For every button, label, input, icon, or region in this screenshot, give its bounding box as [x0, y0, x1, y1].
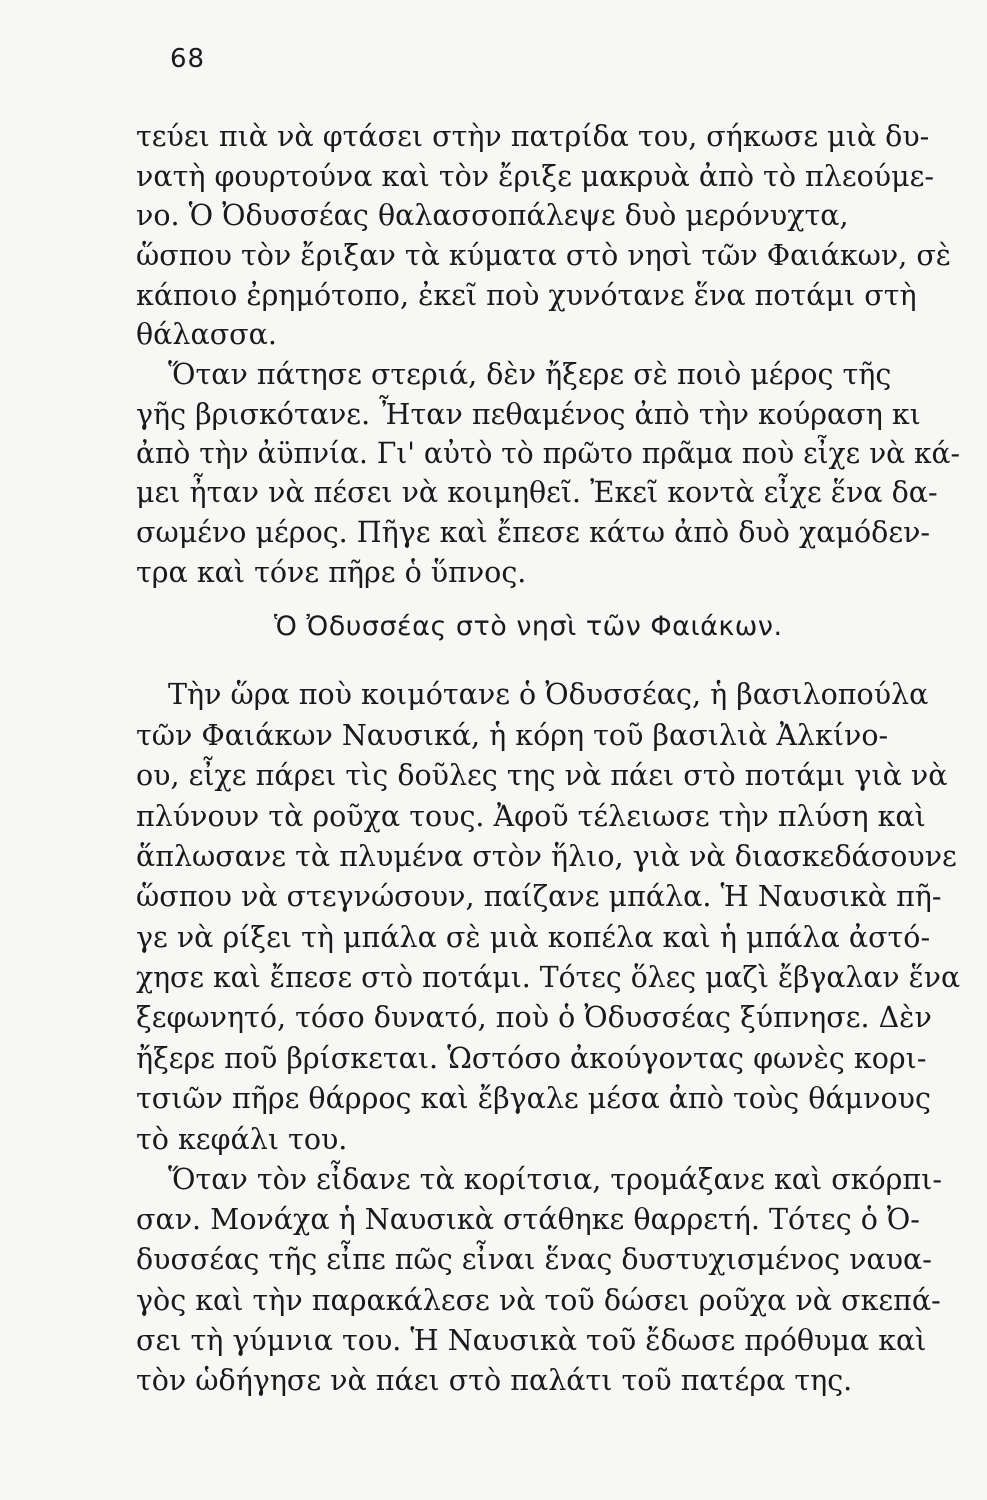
text-line: ξεφωνητό, τόσο δυνατό, ποὺ ὁ Ὀδυσσέας ξύπνησε. Δὲν	[136, 1001, 932, 1034]
text-line: τεύει πιὰ νὰ φτάσει στὴν πατρίδα του, σήκωσε μιὰ δυ-	[136, 120, 930, 153]
text-line: γὸς καὶ τὴν παρακάλεσε νὰ τοῦ δώσει ροῦχα νὰ σκεπά-	[136, 1284, 941, 1317]
text-line: τσιῶν πῆρε θάρρος καὶ ἔβγαλε μέσα ἀπὸ τοὺς θάμνους	[136, 1082, 931, 1115]
text-line: τὸν ὡδήγησε νὰ πάει στὸ παλάτι τοῦ πατέρα της.	[136, 1364, 853, 1397]
text-line: κάποιο ἐρημότοπο, ἐκεῖ ποὺ χυνότανε ἕνα ποτάμι στὴ	[136, 279, 917, 312]
text-line: χησε καὶ ἔπεσε στὸ ποτάμι. Τότες ὅλες μαζὶ ἔβγαλαν ἕνα	[136, 961, 961, 994]
section-heading: Ὁ Ὀδυσσέας στὸ νησὶ τῶν Φαιάκων.	[274, 611, 783, 642]
text-line: δυσσέας τῆς εἶπε πῶς εἶναι ἕνας δυστυχισμένος ναυα-	[136, 1243, 932, 1276]
text-line: ἅπλωσανε τὰ πλυμένα στὸν ἥλιο, γιὰ νὰ διασκεδάσουνε	[136, 840, 957, 873]
text-line: γε νὰ ρίξει τὴ μπάλα σὲ μιὰ κοπέλα καὶ ἡ μπάλα ἀστό-	[136, 921, 931, 954]
text-line: Ὅταν τὸν εἶδανε τὰ κορίτσια, τρομάξανε καὶ σκόρπι-	[168, 1163, 942, 1196]
text-line: ου, εἶχε πάρει τὶς δοῦλες της νὰ πάει στὸ ποτάμι γιὰ νὰ	[136, 759, 948, 792]
text-line: ὥσπου νὰ στεγνώσουν, παίζανε μπάλα. Ἡ Ναυσικὰ πῆ-	[136, 880, 942, 913]
text-line: τῶν Φαιάκων Ναυσικά, ἡ κόρη τοῦ βασιλιὰ Ἀλκίνο-	[136, 719, 889, 752]
text-line: νο. Ὁ Ὀδυσσέας θαλασσοπάλεψε δυὸ μερόνυχτα,	[136, 199, 849, 232]
text-line: τρα καὶ τόνε πῆρε ὁ ὕπνος.	[136, 556, 527, 589]
text-line: τὸ κεφάλι του.	[136, 1123, 348, 1156]
text-line: μει ἦταν νὰ πέσει νὰ κοιμηθεῖ. Ἐκεῖ κοντὰ εἶχε ἕνα δα-	[136, 476, 938, 509]
text-line: ἀπὸ τὴν ἀϋπνία. Γι' αὐτὸ τὸ πρῶτο πρᾶμα ποὺ εἶχε νὰ κά-	[136, 437, 960, 470]
page-number: 68	[170, 44, 206, 74]
text-line: σει τὴ γύμνια του. Ἡ Ναυσικὰ τοῦ ἔδωσε πρόθυμα καὶ	[136, 1324, 927, 1357]
text-line: πλύνουν τὰ ροῦχα τους. Ἀφοῦ τέλειωσε τὴν πλύση καὶ	[136, 800, 926, 833]
text-line: σωμένο μέρος. Πῆγε καὶ ἔπεσε κάτω ἀπὸ δυὸ χαμόδεν-	[136, 516, 931, 549]
text-line: γῆς βρισκότανε. Ἦταν πεθαμένος ἀπὸ τὴν κούραση κι	[136, 398, 921, 431]
text-line: νατὴ φουρτούνα καὶ τὸν ἔριξε μακρυὰ ἀπὸ τὸ πλεούμε-	[136, 160, 934, 193]
text-line: Τὴν ὥρα ποὺ κοιμότανε ὁ Ὀδυσσέας, ἡ βασιλοπούλα	[168, 678, 929, 711]
text-line: σαν. Μονάχα ἡ Ναυσικὰ στάθηκε θαρρετή. Τότες ὁ Ὀ-	[136, 1203, 920, 1236]
text-line: ἤξερε ποῦ βρίσκεται. Ὡστόσο ἀκούγοντας φωνὲς κορι-	[136, 1042, 927, 1075]
text-line: θάλασσα.	[136, 318, 277, 351]
text-line: Ὅταν πάτησε στεριά, δὲν ἤξερε σὲ ποιὸ μέρος τῆς	[168, 358, 892, 391]
text-line: ὥσπου τὸν ἔριξαν τὰ κύματα στὸ νησὶ τῶν Φαιάκων, σὲ	[136, 239, 952, 272]
